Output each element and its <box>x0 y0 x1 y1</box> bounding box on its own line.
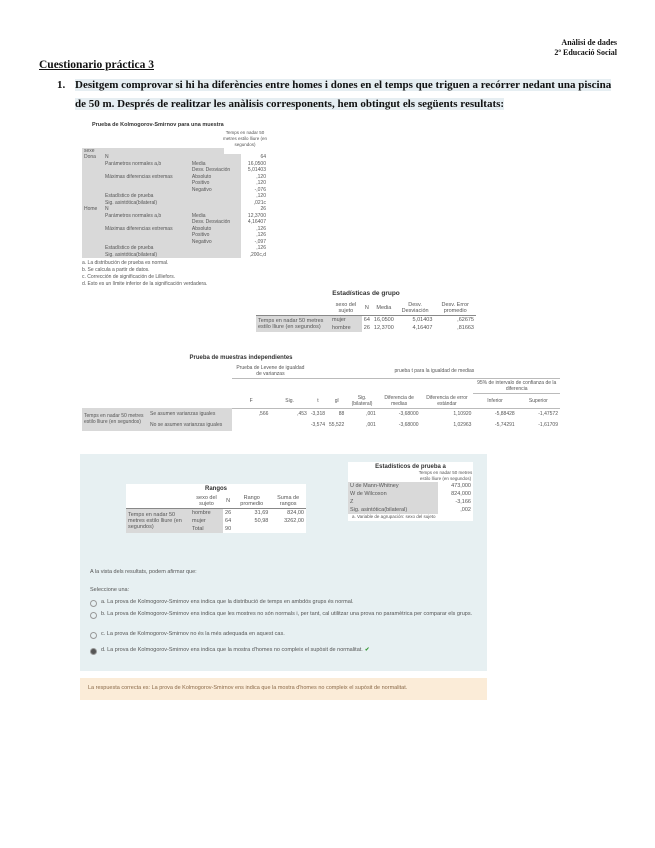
ks-col-header: Temps en nadar 50 metres estilo lliure (en segundos) <box>222 130 267 147</box>
test-stats-row <box>348 490 473 498</box>
question-1 <box>57 76 620 114</box>
ks-sub-cell: Absoluto <box>190 174 241 181</box>
ranks-cell: 90 <box>225 526 232 532</box>
header-program: 2º Educació Social <box>554 48 617 57</box>
ks-stat-cell: Estadístico de prueba <box>103 245 190 252</box>
test-stats-value: ,002 <box>460 507 471 513</box>
ranks-header: Rango promedio <box>233 494 270 509</box>
group-stats-header: sexo del sujeto <box>330 301 362 316</box>
indep-variance-label: No se asumen varianzas iguales <box>148 420 232 431</box>
radio-button[interactable] <box>90 600 97 607</box>
indep-row <box>82 420 560 431</box>
indep-row <box>82 408 560 420</box>
group-stats-cell: mujer <box>330 316 362 325</box>
ks-value-cell: ,200c,d <box>241 252 268 259</box>
ranks-header: sexo del sujeto <box>190 494 223 509</box>
radio-button[interactable] <box>90 612 97 619</box>
test-stats-row <box>348 506 473 514</box>
ranks-cell: 64 <box>225 518 232 524</box>
ranks-cell: 3262,00 <box>284 518 304 524</box>
quiz-option-text: c. La prova de Kolmogorov-Smirnov no és la més adequada en aquest cas. <box>101 631 285 637</box>
test-stats-col-header: Temps en nadar 50 metres estilo lliure (en segundos) <box>418 470 473 481</box>
radio-button[interactable] <box>90 632 97 639</box>
group-stats-cell: 5,01403 <box>412 317 433 323</box>
indep-header: Diferencia de error estándar <box>421 394 474 409</box>
group-stats-cell: 26 <box>363 325 370 331</box>
indep-header: Sig. (bilateral) <box>346 394 377 409</box>
test-stats-title: Estadísticos de prueba a <box>375 464 446 470</box>
ks-value-cell: ,120 <box>241 180 268 187</box>
group-stats-cell: ,62675 <box>457 317 474 323</box>
indep-cell: 1,10920 <box>453 411 472 417</box>
group-stats-cell: 64 <box>363 317 370 323</box>
ks-value-cell: 4,16407 <box>241 219 268 226</box>
test-stats-table <box>348 462 473 521</box>
ks-stat-cell: Parámetros normales a,b <box>103 161 190 168</box>
quiz-select-label: Seleccione una: <box>90 587 130 593</box>
ks-value-cell: ,120 <box>241 174 268 181</box>
test-stats-value: -3,166 <box>455 499 471 505</box>
page-title: Cuestionario práctica 3 <box>39 59 154 71</box>
ks-stat-cell: N <box>103 206 190 213</box>
group-stats-cell: 16,0500 <box>373 317 394 323</box>
ranks-row-label: Temps en nadar 50 metres estilo lliure (en segundos) <box>126 509 190 534</box>
ks-stat-cell: Sig. asintótica(bilateral) <box>103 200 190 207</box>
test-stats-label: Sig. asintótica(bilateral) <box>348 506 438 514</box>
ks-value-cell: -,076 <box>241 187 268 194</box>
ranks-cell <box>233 525 270 533</box>
test-stats-row <box>348 482 473 490</box>
indep-header: t <box>309 394 327 409</box>
ks-table <box>82 122 268 288</box>
ks-sub-cell: Media <box>190 213 241 220</box>
ttest-header: prueba t para la igualdad de medias <box>309 364 560 379</box>
ks-group-cell <box>82 252 103 259</box>
group-stats-title: Estadísticas de grupo <box>332 290 400 297</box>
ks-group-cell: Home <box>82 206 103 213</box>
ks-value-cell: 26 <box>241 206 268 213</box>
ks-sub-cell: Positivo <box>190 180 241 187</box>
quiz-panel <box>80 454 487 671</box>
group-stats-table <box>256 290 476 332</box>
quiz-option-text: a. La prova de Kolmogorov-Smirnov ens indica que la distribució de temps en ambdós grups és normal. <box>101 599 354 605</box>
ks-value-cell: ,021c <box>241 200 268 207</box>
quiz-option-c[interactable] <box>90 631 482 639</box>
indep-cell <box>232 420 270 431</box>
indep-row-label: Temps en nadar 50 metres estilo lliure (en segundos) <box>82 408 148 431</box>
ks-notes <box>82 260 268 288</box>
ks-note: c. Corrección de significación de Lilliefors. <box>82 274 176 280</box>
ks-note: d. Esto es un límite inferior de la significación verdadera. <box>82 281 208 287</box>
ranks-cell: hombre <box>190 509 223 518</box>
ranks-cell: 26 <box>225 510 232 516</box>
ks-title: Prueba de Kolmogorov-Smirnov para una muestra <box>92 122 224 128</box>
independent-test-table <box>82 355 560 431</box>
indep-cell: 55,522 <box>329 422 345 428</box>
ranks-cell: mujer <box>190 517 223 525</box>
group-stats-cell: ,81663 <box>457 325 474 331</box>
ci-header: 95% de intervalo de confianza de la diferencia <box>473 379 560 394</box>
test-stats-row <box>348 498 473 506</box>
ks-stat-cell: Estadístico de prueba <box>103 193 190 200</box>
ks-stat-cell: Máximas diferencias extremas <box>103 226 190 233</box>
indep-header: gl <box>327 394 346 409</box>
group-stats-row <box>256 316 476 325</box>
ranks-header: Suma de rangos <box>270 494 306 509</box>
ks-value-cell: 16,0500 <box>241 161 268 168</box>
quiz-option-d[interactable] <box>90 647 482 655</box>
test-stats-label: Z <box>348 498 438 506</box>
quiz-option-text: d. La prova de Kolmogorov-Smirnov ens indica que la mostra d'homes no compleix el supòsit de normalitat. ✔ <box>101 647 370 653</box>
indep-cell: -1,61709 <box>538 422 558 428</box>
indep-header: Inferior <box>473 394 516 409</box>
ks-stat-cell: Parámetros normales a,b <box>103 213 190 220</box>
question-text: Desitgem comprovar si hi ha diferències entre homes i dones en el temps que triguen a recórrer nedant una piscina de 50 m. Després de realitzar les anàlisis corresponents, hem obtingut els següents resultats: <box>75 79 612 110</box>
radio-button[interactable] <box>90 648 97 655</box>
levene-header: Prueba de Levene de igualdad de varianzas <box>232 364 309 379</box>
ks-sub-cell: Positivo <box>190 232 241 239</box>
indep-cell: 1,02963 <box>453 422 472 428</box>
indep-header: Superior <box>517 394 560 409</box>
ranks-header: N <box>223 494 233 509</box>
quiz-prompt: A la vista dels resultats, podem afirmar que: <box>90 569 197 575</box>
indep-cell: -5,88428 <box>494 411 515 417</box>
indep-cell: -3,68000 <box>398 411 419 417</box>
indep-cell: -3,68000 <box>398 422 419 428</box>
ks-value-cell: 64 <box>241 154 268 161</box>
ks-group-cell: Dona <box>82 154 103 161</box>
document-header <box>554 38 617 58</box>
ks-body <box>82 154 268 258</box>
ks-sub-cell: Media <box>190 161 241 168</box>
ks-sub-cell: Desv. Desviación <box>190 219 241 226</box>
test-stats-note: a. Variable de agrupación: sexo del sujeto <box>352 514 436 519</box>
question-number: 1. <box>57 79 66 91</box>
correct-answer-text: La respuesta correcta es: La prova de Kolmogorov-Smirnov ens indica que la mostra d'homes no compleix el supòsit de normalitat. <box>88 685 408 691</box>
ks-sub-cell: Absoluto <box>190 226 241 233</box>
ks-value-cell: 5,01403 <box>241 167 268 174</box>
group-stats-header: Desv. Error promedio <box>434 301 476 316</box>
quiz-option-b[interactable] <box>90 611 482 619</box>
group-stats-header: Desv. Desviación <box>396 301 435 316</box>
ks-stat-cell: N <box>103 154 190 161</box>
ranks-row <box>126 509 306 518</box>
indep-cell: 88 <box>338 411 345 417</box>
ks-value-cell: 12,3700 <box>241 213 268 220</box>
quiz-option-text: b. La prova de Kolmogorov-Smirnov ens indica que les mostres no són normals i, per tant, cal utilitzar una prova no paramètrica per comparar els grups. <box>101 611 473 617</box>
ks-row <box>82 252 268 259</box>
indep-header: F <box>232 394 270 409</box>
quiz-option-a[interactable] <box>90 599 482 607</box>
group-stats-cell: 12,3700 <box>373 325 394 331</box>
group-stats-row-label: Temps en nadar 50 metres estilo lliure (en segundos) <box>256 316 330 333</box>
indep-header: Sig. <box>270 394 308 409</box>
ks-note: b. Se calcula a partir de datos. <box>82 267 150 273</box>
ks-note: a. La distribución de prueba es normal. <box>82 260 169 266</box>
indep-cell: -1,47572 <box>538 411 558 417</box>
ks-stat-cell: Máximas diferencias extremas <box>103 174 190 181</box>
indep-cell: -3,574 <box>310 422 326 428</box>
test-stats-value: 473,000 <box>451 483 471 489</box>
check-icon: ✔ <box>364 647 370 653</box>
indep-cell: -3,318 <box>310 411 326 417</box>
ranks-cell: 824,00 <box>287 510 304 516</box>
ks-value-cell: ,120 <box>241 193 268 200</box>
group-stats-cell: hombre <box>330 324 362 332</box>
ks-sex-label: sexe <box>82 148 224 154</box>
group-stats-header: N <box>362 301 372 316</box>
test-stats-value: 824,000 <box>451 491 471 497</box>
indep-cell <box>270 420 308 431</box>
correct-answer-feedback <box>80 678 487 700</box>
indep-cell: ,001 <box>366 411 376 417</box>
ranks-cell: Total <box>190 525 223 533</box>
indep-cell: ,566 <box>258 411 269 417</box>
ks-value-cell: -,097 <box>241 239 268 246</box>
ranks-cell: 50,98 <box>254 518 269 524</box>
indep-cell: ,001 <box>366 422 376 428</box>
ranks-title: Rangos <box>204 486 227 492</box>
indep-title: Prueba de muestras independientes <box>189 355 293 361</box>
ranks-table <box>126 484 306 533</box>
ks-stat-cell: Sig. asintótica(bilateral) <box>103 252 190 259</box>
ks-sub-cell <box>190 252 241 259</box>
ks-sub-cell: Negativo <box>190 187 241 194</box>
indep-variance-label: Se asumen varianzas iguales <box>148 408 232 420</box>
ks-value-cell: ,126 <box>241 226 268 233</box>
test-stats-label: W de Wilcoxon <box>348 490 438 498</box>
ks-sub-cell: Desv. Desviación <box>190 167 241 174</box>
ks-value-cell: ,126 <box>241 232 268 239</box>
ranks-cell <box>270 525 306 533</box>
test-stats-label: U de Mann-Whitney <box>348 482 438 490</box>
group-stats-header: Media <box>372 301 396 316</box>
header-course: Anàlisi de dades <box>561 38 617 47</box>
indep-cell: ,453 <box>297 411 307 417</box>
indep-header: Diferencia de medias <box>378 394 421 409</box>
indep-cell: -5,74291 <box>494 422 515 428</box>
group-stats-cell: 4,16407 <box>412 325 433 331</box>
ks-sub-cell: Negativo <box>190 239 241 246</box>
ranks-cell: 31,69 <box>254 510 269 516</box>
ks-value-cell: ,126 <box>241 245 268 252</box>
